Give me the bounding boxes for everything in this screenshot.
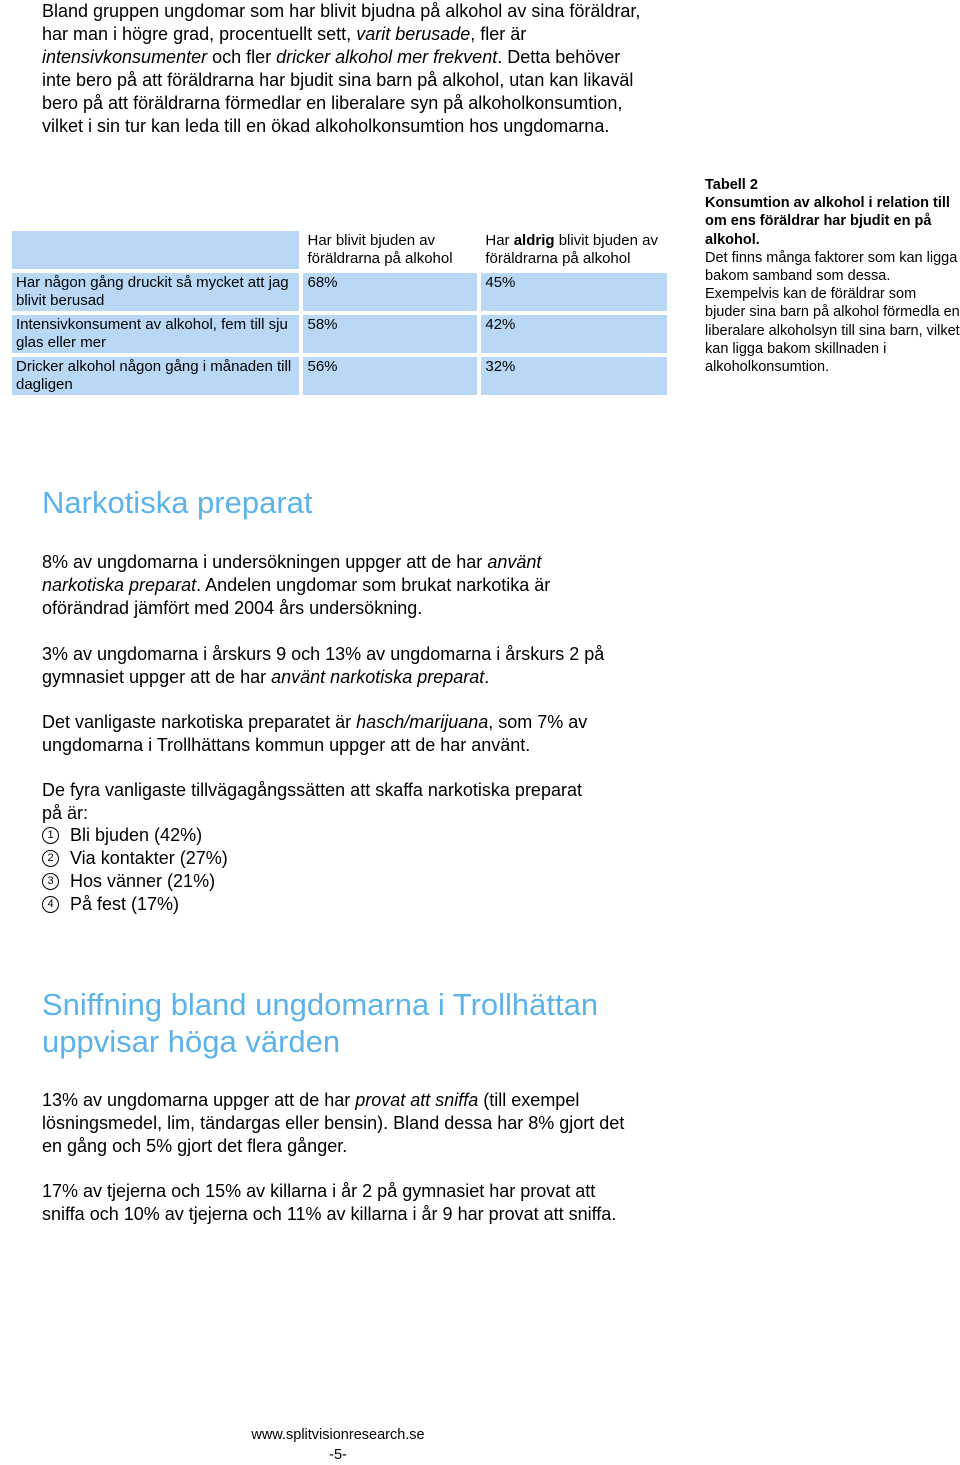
table-cell: 32% (479, 355, 669, 397)
table-row (10, 313, 669, 355)
page-number: -5- (329, 1447, 347, 1463)
list-item-text: Via kontakter (27%) (70, 848, 228, 868)
footer-url: www.splitvisionresearch.se (251, 1427, 425, 1443)
circled-number-icon: 3 (42, 873, 59, 890)
caption-title: Konsumtion av alkohol i relation till om ens föräldrar har bjudit en på alkohol. (705, 195, 950, 248)
alcohol-table (10, 229, 669, 397)
caption-body: Det finns många faktorer som kan ligga bakom samband som dessa. Exempelvis kan de föräldrar som bjuder sina barn på alkohol förmedla en liberalare alkoholsyn till sina barn, vilket kan ligga bakom skillnaden i alkoholkonsumtion. (705, 249, 960, 376)
narcotics-paragraph-2: 3% av ungdomarna i årskurs 9 och 13% av ungdomarna i årskurs 2 på gymnasiet uppger att de har använt narkotiska preparat. (42, 644, 605, 687)
circled-number-icon: 4 (42, 896, 59, 913)
table-cell: 68% (301, 271, 479, 313)
circled-number-icon: 2 (42, 850, 59, 867)
intro-emphasis: intensivkonsumenter (42, 47, 208, 67)
sniffing-paragraph-2: 17% av tjejerna och 15% av killarna i år 2 på gymnasiet har provat att sniffa och 10% av tjejerna och 11% av killarna i år 9 har provat att sniffa. (42, 1181, 617, 1224)
intro-text: , fler är (470, 24, 527, 44)
list-item-text: Hos vänner (21%) (70, 871, 216, 891)
table-corner-cell (10, 229, 301, 271)
table-row (10, 355, 669, 397)
table-row (10, 271, 669, 313)
table-cell: 42% (479, 313, 669, 355)
narcotics-paragraph-3: Det vanligaste narkotiska preparatet är hasch/marijuana, som 7% av ungdomarna i Trollhättans kommun uppger att de har använt. (42, 712, 588, 755)
section-heading-sniffing: Sniffning bland ungdomarna i Trollhättan uppvisar höga värden (42, 987, 599, 1059)
list-item-text: Bli bjuden (42%) (70, 825, 203, 845)
table-column-header: Har blivit bjuden av föräldrarna på alkohol (301, 229, 479, 271)
intro-emphasis: dricker alkohol mer frekvent (276, 47, 498, 67)
table-row-label: Intensivkonsument av alkohol, fem till sju glas eller mer (10, 313, 301, 355)
caption-label: Tabell 2 (705, 177, 758, 193)
table-column-header: Har aldrig blivit bjuden av föräldrarna på alkohol (479, 229, 669, 271)
table-row-label: Dricker alkohol någon gång i månaden till dagligen (10, 355, 301, 397)
intro-text: och fler (207, 47, 277, 67)
intro-paragraph (42, 0, 642, 138)
list-item (42, 893, 228, 916)
list-item-text: På fest (17%) (70, 894, 180, 914)
narcotics-paragraph-4: De fyra vanligaste tillvägagångssätten att skaffa narkotiska preparat på är: (42, 780, 582, 823)
intro-text: Bland gruppen ungdomar som har blivit bjudna på alkohol av sina föräldrar, har man i högre grad, procentuellt sett, (42, 1, 641, 44)
section-heading-narcotics: Narkotiska preparat (42, 485, 313, 520)
intro-text: . Detta behöver inte bero på att föräldrarna har bjudit sina barn på alkohol, utan kan likaväl bero på att föräldrarna förmedlar en liberalare syn på alkoholkonsumtion, vilket i sin tur kan leda till en ökad alkoholkonsumtion hos ungdomarna. (42, 47, 634, 136)
list-item (42, 824, 228, 847)
intro-emphasis: varit berusade (356, 24, 471, 44)
circled-number-icon: 1 (42, 827, 59, 844)
list-item (42, 847, 228, 870)
table-cell: 45% (479, 271, 669, 313)
table-row-label: Har någon gång druckit så mycket att jag blivit berusad (10, 271, 301, 313)
table-header-row (10, 229, 669, 271)
methods-list (42, 824, 228, 916)
sniffing-paragraph-1: 13% av ungdomarna uppger att de har provat att sniffa (till exempel lösningsmedel, lim, tändargas eller bensin). Bland dessa har 8% gjort det en gång och 5% gjort det flera gånger. (42, 1090, 625, 1156)
list-item (42, 870, 228, 893)
table-cell: 56% (301, 355, 479, 397)
narcotics-paragraph-1: 8% av ungdomarna i undersökningen uppger att de har använt narkotiska preparat. Andelen ungdomar som brukat narkotika är oförändrad jämfört med 2004 års undersökning. (42, 552, 551, 618)
table-caption (705, 176, 960, 376)
table-cell: 58% (301, 313, 479, 355)
